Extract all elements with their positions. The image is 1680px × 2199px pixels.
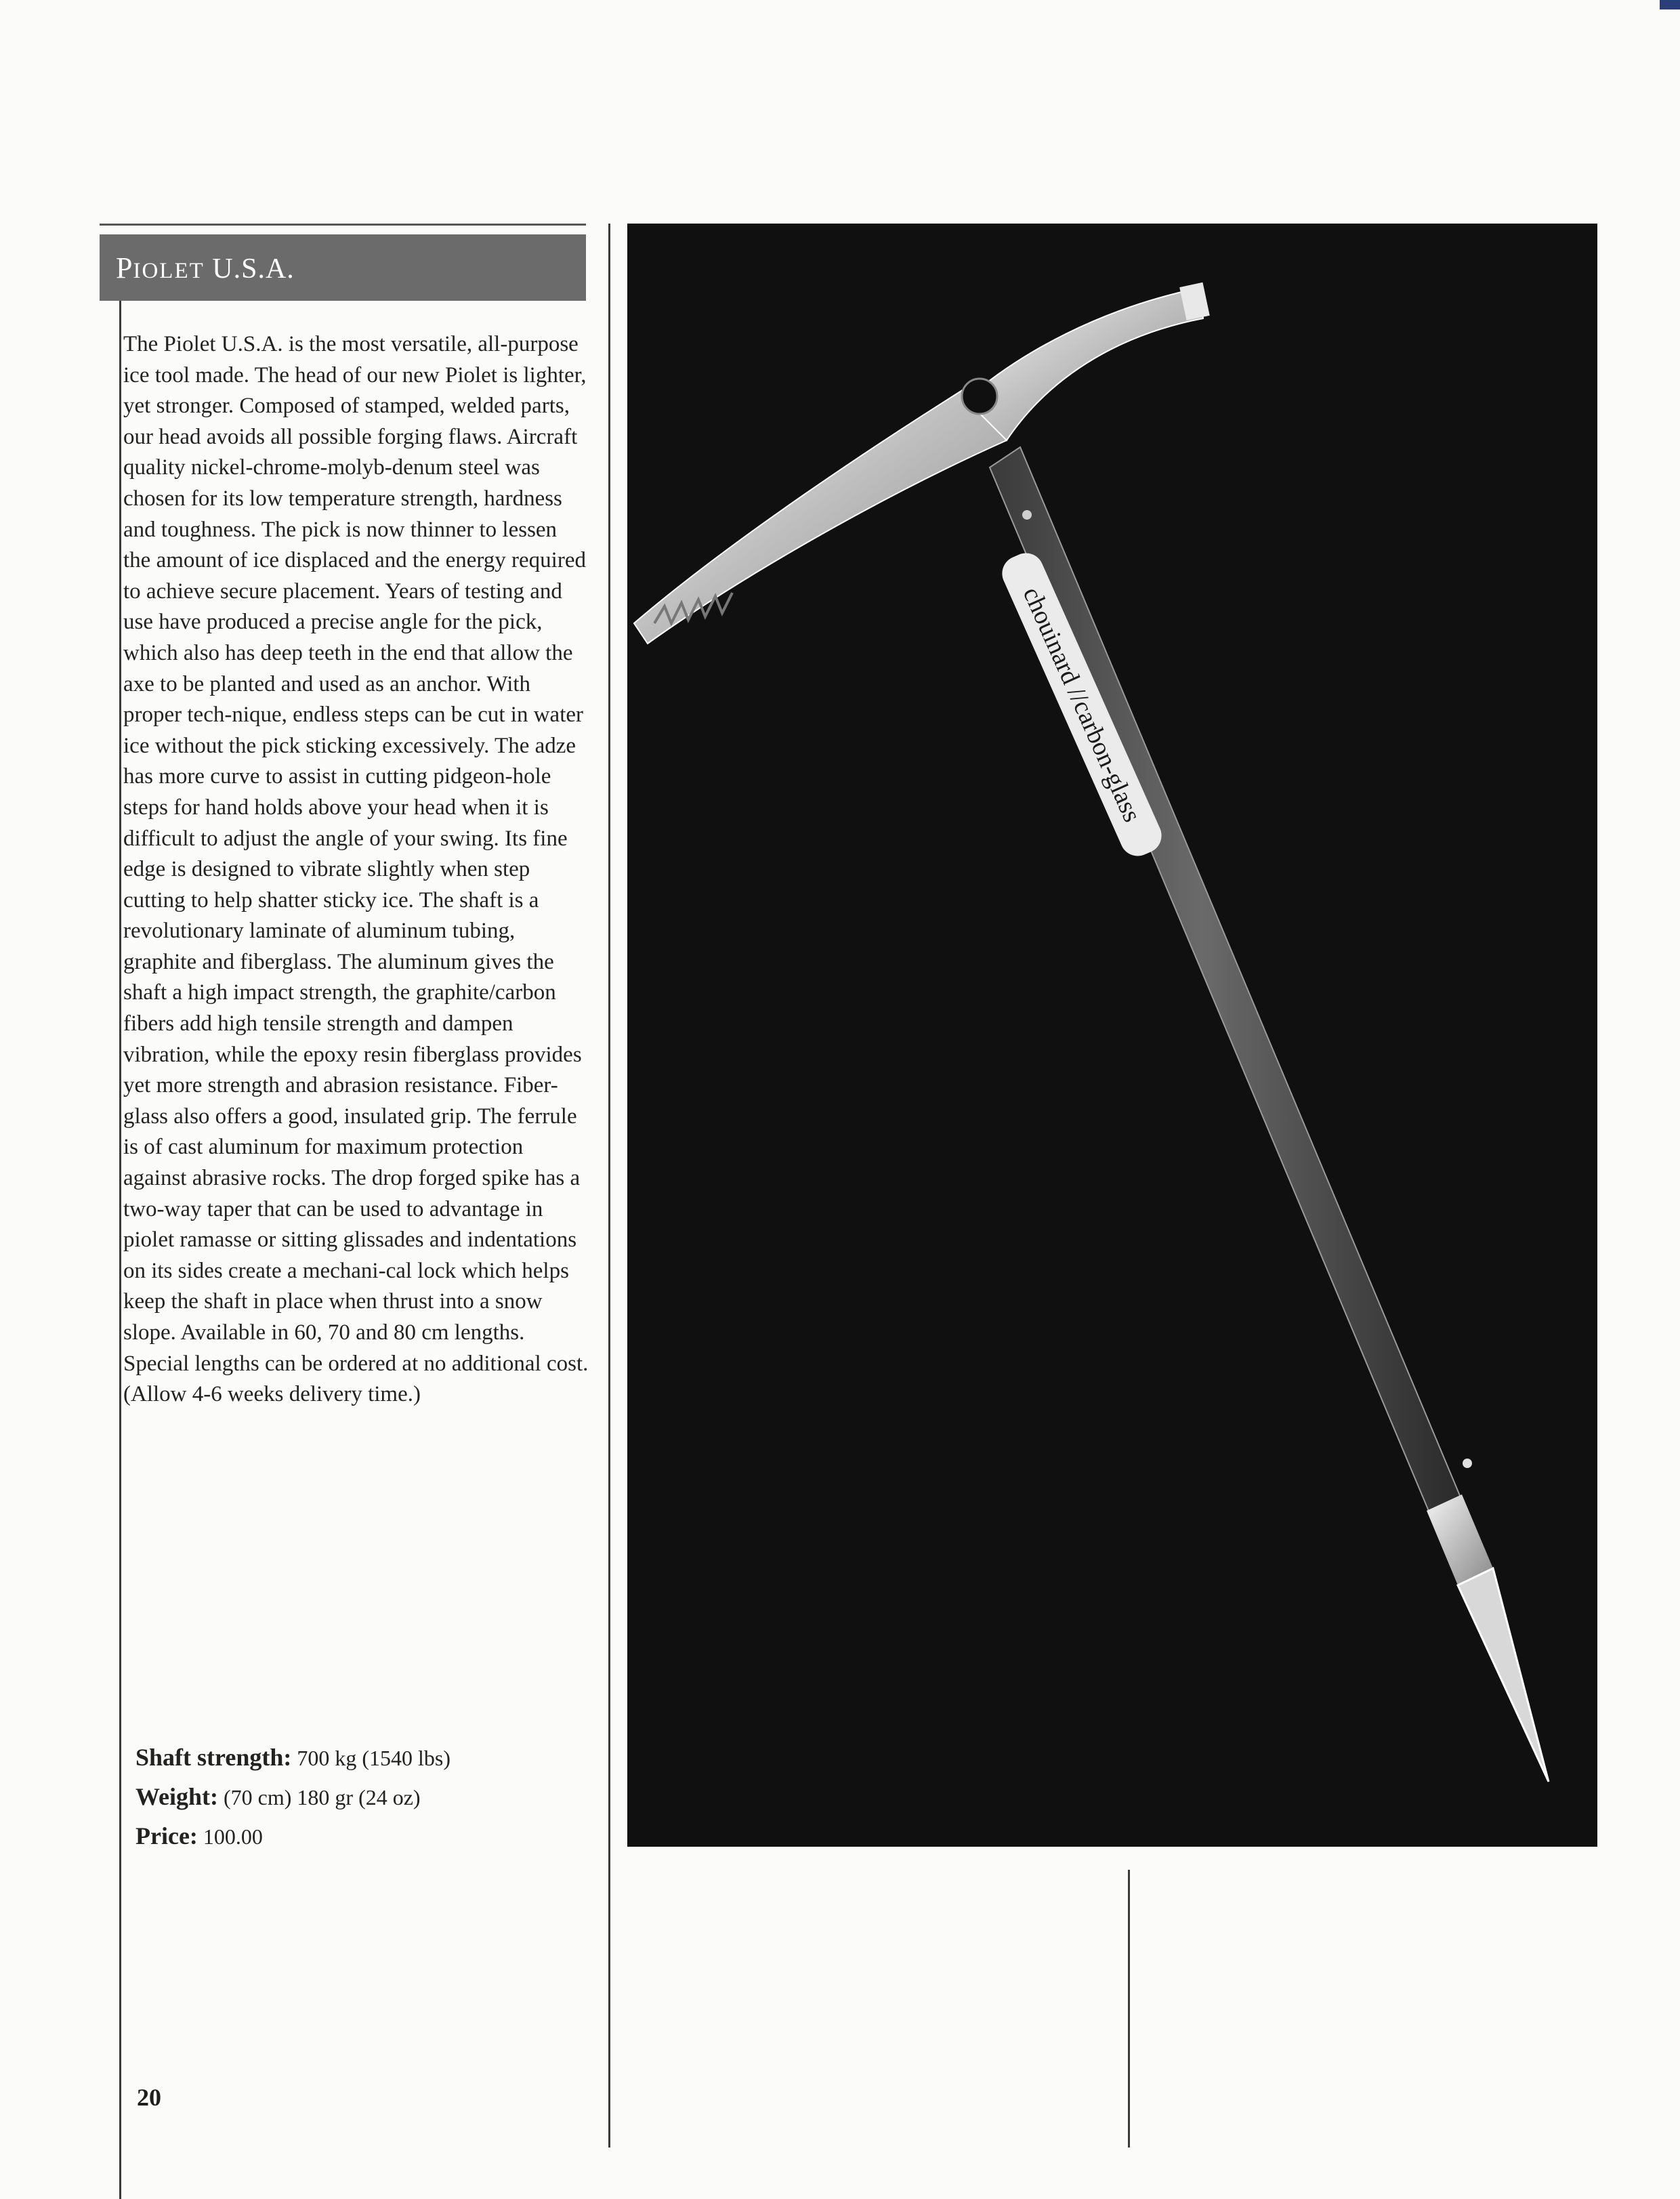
spec-label: Shaft strength: xyxy=(135,1744,292,1771)
column-divider xyxy=(608,224,610,2148)
spec-shaft-strength xyxy=(135,1738,596,1777)
top-rule xyxy=(100,224,586,226)
ice-axe-photo xyxy=(627,224,1597,1847)
pick xyxy=(634,379,1007,644)
spike xyxy=(1458,1568,1549,1782)
article-title-bar xyxy=(100,234,586,301)
spec-price xyxy=(135,1816,596,1856)
page-number: 20 xyxy=(137,2084,161,2111)
article-body-paragraph: The Piolet U.S.A. is the most versatile, all-purpose ice tool made. The head of our new Piolet is lighter, yet stronger. Composed of stamped, welded parts, our head avoids all possible forging flaws. Aircraft quality nickel-chrome-molyb-denum steel was chosen for its low temperature strength, hardness and toughness. The pick is now thinner to lessen the amount of ice displaced and the energy required to achieve secure placement. Years of testing and use have produced a precise angle for the pick, which also has deep teeth in the end that allow the axe to be planted and used as an anchor. With proper tech-nique, endless steps can be cut in water ice without the pick sticking excessively. The adze has more curve to assist in cutting pidgeon-hole steps for hand holds above your head when it is difficult to adjust the angle of your swing. Its fine edge is designed to vibrate slightly when step cutting to help shatter sticky ice. The shaft is a revolutionary laminate of aluminum tubing, graphite and fiberglass. The aluminum gives the shaft a high impact strength, the graphite/carbon fibers add high tensile strength and dampen vibration, while the epoxy resin fiberglass provides yet more strength and abrasion resistance. Fiber-glass also offers a good, insulated grip. The ferrule is of cast aluminum for maximum protection against abrasive rocks. The drop forged spike has a two-way taper that can be used to advantage in piolet ramasse or sitting glissades and indentations on its sides create a mechani-cal lock which helps keep the shaft in place when thrust into a snow slope. Available in 60, 70 and 80 cm lengths. Special lengths can be ordered at no additional cost. (Allow 4-6 weeks delivery time.) xyxy=(123,332,589,1407)
spec-label: Weight: xyxy=(135,1783,218,1810)
article-body xyxy=(123,329,589,1410)
ice-axe-illustration xyxy=(627,224,1597,1847)
spec-value: 700 kg (1540 lbs) xyxy=(297,1746,450,1770)
adze xyxy=(966,282,1210,440)
ferrule xyxy=(1427,1494,1493,1585)
spec-label: Price: xyxy=(135,1822,198,1849)
article-title: PIOLET U.S.A. xyxy=(116,251,295,285)
spec-list xyxy=(135,1738,596,1856)
spec-value: 100.00 xyxy=(203,1824,263,1849)
spec-value: (70 cm) 180 gr (24 oz) xyxy=(224,1785,421,1809)
head-hole xyxy=(962,379,997,414)
left-column-rule xyxy=(119,234,121,2199)
column-divider-lower xyxy=(1128,1870,1130,2148)
corner-mark xyxy=(1660,0,1680,9)
spec-weight xyxy=(135,1777,596,1816)
shaft-label: chouinard //carbon-glass xyxy=(1017,583,1147,826)
